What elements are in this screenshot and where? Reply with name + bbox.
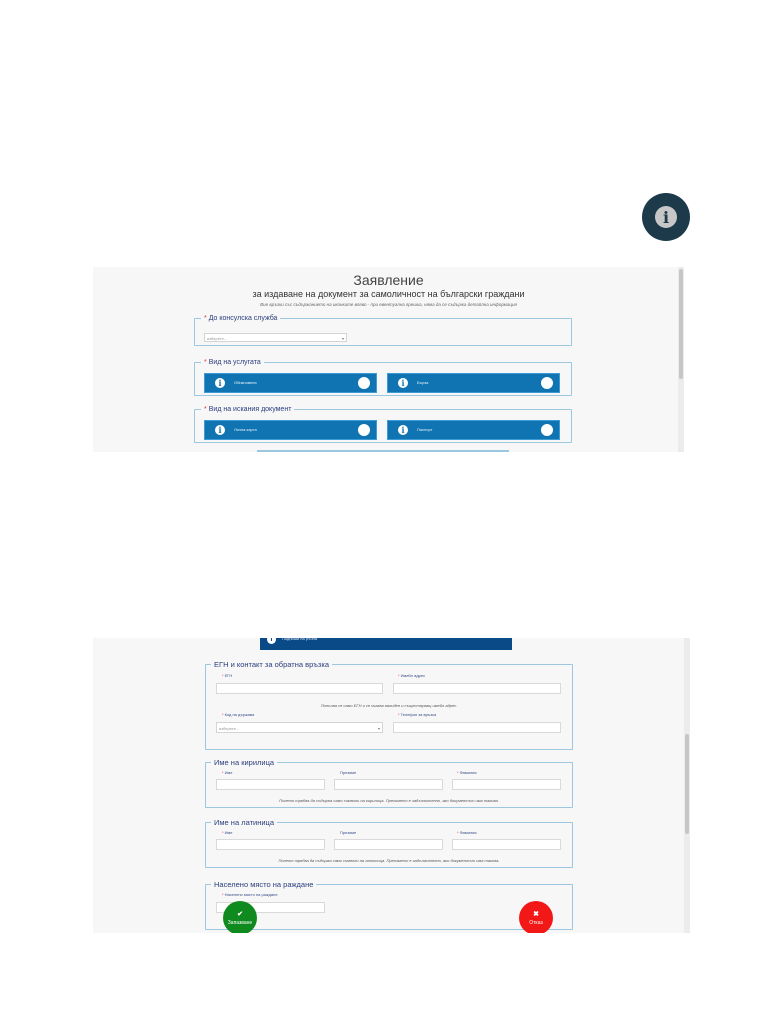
phone-label: *Телефон за връзка xyxy=(398,712,437,717)
document-option-id-card[interactable]: i Лична карта xyxy=(204,420,377,440)
info-icon: i xyxy=(655,206,677,228)
latin-legend: Име на латиница xyxy=(214,818,275,827)
toggle-icon[interactable] xyxy=(358,424,370,436)
toggle-icon[interactable] xyxy=(358,377,370,389)
document-type-section xyxy=(194,405,572,443)
cyr-first-label: *Име xyxy=(222,770,233,775)
consulate-select[interactable]: изберете... ▾ xyxy=(204,333,347,342)
toggle-icon[interactable] xyxy=(541,377,553,389)
check-icon: ✔ xyxy=(237,911,243,918)
info-icon: i xyxy=(215,425,225,435)
egn-label: *ЕГН xyxy=(222,673,233,678)
cyr-first-input[interactable] xyxy=(216,779,325,790)
page-hint: Вие връзки със съдържанието на иконките вляво - при евентуална грешка, няма да се съдържа детайлна информация xyxy=(260,302,517,307)
info-icon: i xyxy=(267,638,276,644)
birthplace-label: *Населено място на раждане xyxy=(222,892,278,897)
scrollbar[interactable] xyxy=(678,267,684,452)
consulate-legend: * До консулска служба xyxy=(204,315,278,322)
lat-middle-label: Презиме xyxy=(340,830,357,835)
page-subtitle: за издаване на документ за самоличност на български граждани xyxy=(252,289,525,299)
birthplace-legend: Населено място на раждане xyxy=(214,880,314,889)
contact-section xyxy=(205,660,573,750)
service-option-standard[interactable]: i Обикновена xyxy=(204,373,377,393)
section-edge xyxy=(257,450,509,452)
contact-legend: ЕГН и контакт за обратна връзка xyxy=(214,660,329,669)
info-button[interactable] xyxy=(642,193,690,241)
cyrillic-note: Полето трябва да съдържа само символи на кирилица. Презимето е задължително, ако документът има такова. xyxy=(279,798,499,803)
document-type-legend: * Вид на искания документ xyxy=(204,406,292,413)
lat-last-label: *Фамилия xyxy=(457,830,477,835)
lat-middle-input[interactable] xyxy=(334,839,443,850)
save-button[interactable]: ✔ Запазване xyxy=(223,901,257,933)
document-option-passport[interactable]: i Паспорт xyxy=(387,420,560,440)
birthplace-section xyxy=(205,880,573,930)
service-type-section xyxy=(194,358,572,396)
chevron-down-icon: ▾ xyxy=(341,336,344,341)
page-title: Заявление xyxy=(353,272,424,288)
form-screenshot-bottom xyxy=(93,638,690,933)
info-icon: i xyxy=(398,425,408,435)
cyr-middle-input[interactable] xyxy=(334,779,443,790)
country-code-select[interactable]: изберете... ▾ xyxy=(216,722,383,733)
info-icon: i xyxy=(398,378,408,388)
lat-first-input[interactable] xyxy=(216,839,325,850)
email-input[interactable] xyxy=(393,683,561,694)
service-type-legend: * Вид на услугата xyxy=(204,359,261,366)
egn-input[interactable] xyxy=(216,683,383,694)
info-icon: i xyxy=(215,378,225,388)
cyrillic-name-section xyxy=(205,758,573,808)
toggle-icon[interactable] xyxy=(541,424,553,436)
lat-first-label: *Име xyxy=(222,830,233,835)
form-screenshot-top xyxy=(93,267,684,452)
cyr-last-label: *Фамилия xyxy=(457,770,477,775)
chevron-down-icon: ▾ xyxy=(377,726,380,731)
contact-note: Попълва се само ЕГН и се очаква валиден и съществуващ имейл адрес. xyxy=(320,703,458,708)
scrollbar-thumb[interactable] xyxy=(679,269,683,379)
scrollbar-thumb[interactable] xyxy=(685,734,689,834)
country-code-label: *Код на държава xyxy=(222,712,255,717)
consulate-section xyxy=(194,314,572,346)
cancel-button[interactable]: ✖ Отказ xyxy=(519,901,553,933)
close-icon: ✖ xyxy=(533,911,539,918)
scrollbar[interactable] xyxy=(684,638,690,933)
service-option-express[interactable]: i Бърза xyxy=(387,373,560,393)
top-option-bar[interactable]: i Подпиши на ръчна xyxy=(260,638,512,650)
cyr-middle-label: Презиме xyxy=(340,770,357,775)
phone-input[interactable] xyxy=(393,722,561,733)
cyrillic-legend: Име на кирилица xyxy=(214,758,275,767)
lat-last-input[interactable] xyxy=(452,839,561,850)
latin-note: Полето трябва да съдържа само символи на латиница. Презимето е задължително, ако документът има такова. xyxy=(278,858,500,863)
cyr-last-input[interactable] xyxy=(452,779,561,790)
email-label: *Имейл адрес xyxy=(398,673,426,678)
latin-name-section xyxy=(205,818,573,868)
